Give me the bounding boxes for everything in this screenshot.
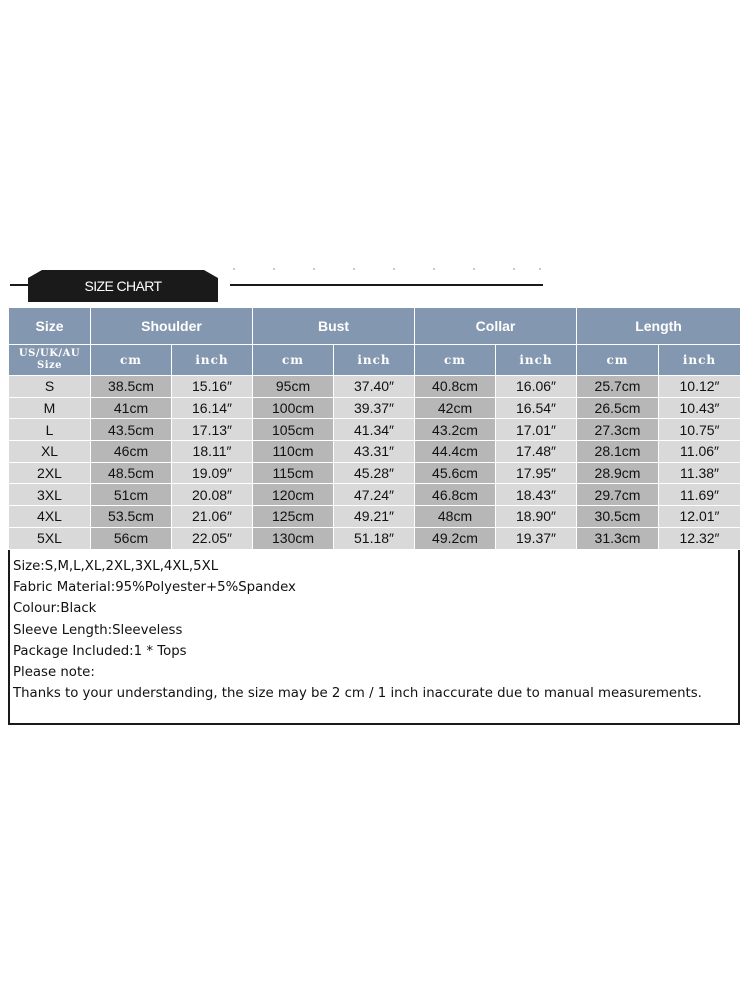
size-table-body [9, 376, 741, 550]
header-row [9, 308, 741, 345]
inch-value-cell: 20.08″ [172, 484, 253, 506]
inch-value-cell: 22.05″ [172, 527, 253, 549]
inch-value-cell: 10.75″ [659, 419, 741, 441]
cm-value-cell: 105cm [253, 419, 334, 441]
cm-value-cell: 48.5cm [91, 462, 172, 484]
cm-value-cell: 38.5cm [91, 376, 172, 398]
table-row [9, 462, 741, 484]
size-cell: XL [9, 441, 91, 463]
inch-value-cell: 41.34″ [334, 419, 415, 441]
inch-value-cell: 19.09″ [172, 462, 253, 484]
cm-value-cell: 49.2cm [415, 527, 496, 549]
cm-value-cell: 30.5cm [577, 506, 659, 528]
inch-value-cell: 11.06″ [659, 441, 741, 463]
cm-value-cell: 100cm [253, 397, 334, 419]
sub-header-unit: inch [659, 345, 741, 376]
inch-value-cell: 16.54″ [496, 397, 577, 419]
cm-value-cell: 56cm [91, 527, 172, 549]
inch-value-cell: 37.40″ [334, 376, 415, 398]
cm-value-cell: 29.7cm [577, 484, 659, 506]
size-chart-title: SIZE CHART [84, 278, 162, 294]
inch-value-cell: 45.28″ [334, 462, 415, 484]
note-sizes: Size:S,M,L,XL,2XL,3XL,4XL,5XL [13, 559, 219, 574]
col-header-size: Size [9, 308, 91, 345]
cm-value-cell: 41cm [91, 397, 172, 419]
inch-value-cell: 11.69″ [659, 484, 741, 506]
inch-value-cell: 17.13″ [172, 419, 253, 441]
size-cell: S [9, 376, 91, 398]
sub-header-size [9, 345, 91, 376]
inch-value-cell: 16.06″ [496, 376, 577, 398]
inch-value-cell: 19.37″ [496, 527, 577, 549]
inch-value-cell: 17.95″ [496, 462, 577, 484]
table-row [9, 397, 741, 419]
size-word-label: Size [36, 360, 63, 371]
sub-header-unit: inch [172, 345, 253, 376]
sub-header-unit: cm [91, 345, 172, 376]
cm-value-cell: 51cm [91, 484, 172, 506]
cm-value-cell: 125cm [253, 506, 334, 528]
size-cell: 5XL [9, 527, 91, 549]
cm-value-cell: 45.6cm [415, 462, 496, 484]
inch-value-cell: 47.24″ [334, 484, 415, 506]
col-header-shoulder: Shoulder [91, 308, 253, 345]
cm-value-cell: 43.2cm [415, 419, 496, 441]
cm-value-cell: 48cm [415, 506, 496, 528]
inch-value-cell: 18.90″ [496, 506, 577, 528]
inch-value-cell: 10.43″ [659, 397, 741, 419]
cm-value-cell: 42cm [415, 397, 496, 419]
header-rule-right [230, 284, 543, 286]
product-notes [13, 556, 735, 704]
cm-value-cell: 53.5cm [91, 506, 172, 528]
inch-value-cell: 49.21″ [334, 506, 415, 528]
inch-value-cell: 39.37″ [334, 397, 415, 419]
note-fabric: Fabric Material:95%Polyester+5%Spandex [13, 580, 296, 596]
size-chart-header [0, 258, 750, 308]
inch-value-cell: 43.31″ [334, 441, 415, 463]
cm-value-cell: 46cm [91, 441, 172, 463]
cm-value-cell: 28.1cm [577, 441, 659, 463]
table-row [9, 441, 741, 463]
inch-value-cell: 51.18″ [334, 527, 415, 549]
note-disclaimer: Thanks to your understanding, the size may be 2 cm / 1 inch inaccurate due to manual measurements. [13, 686, 702, 702]
inch-value-cell: 11.38″ [659, 462, 741, 484]
note-please-note: Please note: [13, 665, 95, 681]
cm-value-cell: 120cm [253, 484, 334, 506]
size-cell: 4XL [9, 506, 91, 528]
cm-value-cell: 115cm [253, 462, 334, 484]
cm-value-cell: 95cm [253, 376, 334, 398]
cm-value-cell: 46.8cm [415, 484, 496, 506]
header-rule-left [10, 284, 30, 286]
cm-value-cell: 130cm [253, 527, 334, 549]
table-row [9, 506, 741, 528]
note-package: Package Included:1 * Tops [13, 643, 187, 659]
size-region-label: US/UK/AU [18, 348, 81, 359]
inch-value-cell: 21.06″ [172, 506, 253, 528]
table-row [9, 527, 741, 549]
table-row [9, 419, 741, 441]
note-colour: Colour:Black [13, 601, 97, 617]
size-chart-banner-label-wrap [28, 270, 218, 302]
sub-header-unit: cm [415, 345, 496, 376]
inch-value-cell: 12.32″ [659, 527, 741, 549]
inch-value-cell: 12.01″ [659, 506, 741, 528]
cm-value-cell: 31.3cm [577, 527, 659, 549]
cm-value-cell: 25.7cm [577, 376, 659, 398]
inch-value-cell: 18.43″ [496, 484, 577, 506]
sub-header-unit: inch [496, 345, 577, 376]
cm-value-cell: 44.4cm [415, 441, 496, 463]
cm-value-cell: 110cm [253, 441, 334, 463]
size-cell: M [9, 397, 91, 419]
col-header-bust: Bust [253, 308, 415, 345]
decorative-dots [230, 266, 550, 272]
sub-header-unit: inch [334, 345, 415, 376]
size-cell: 3XL [9, 484, 91, 506]
inch-value-cell: 18.11″ [172, 441, 253, 463]
inch-value-cell: 17.01″ [496, 419, 577, 441]
cm-value-cell: 28.9cm [577, 462, 659, 484]
sub-header-unit: cm [577, 345, 659, 376]
inch-value-cell: 17.48″ [496, 441, 577, 463]
size-chart-box [8, 307, 740, 725]
table-row [9, 484, 741, 506]
size-cell: L [9, 419, 91, 441]
cm-value-cell: 43.5cm [91, 419, 172, 441]
cm-value-cell: 27.3cm [577, 419, 659, 441]
inch-value-cell: 15.16″ [172, 376, 253, 398]
col-header-collar: Collar [415, 308, 577, 345]
inch-value-cell: 10.12″ [659, 376, 741, 398]
sub-header-row [9, 345, 741, 376]
size-table [8, 307, 741, 550]
col-header-length: Length [577, 308, 741, 345]
size-cell: 2XL [9, 462, 91, 484]
sub-header-unit: cm [253, 345, 334, 376]
cm-value-cell: 40.8cm [415, 376, 496, 398]
table-row [9, 376, 741, 398]
inch-value-cell: 16.14″ [172, 397, 253, 419]
cm-value-cell: 26.5cm [577, 397, 659, 419]
note-sleeve: Sleeve Length:Sleeveless [13, 622, 183, 638]
